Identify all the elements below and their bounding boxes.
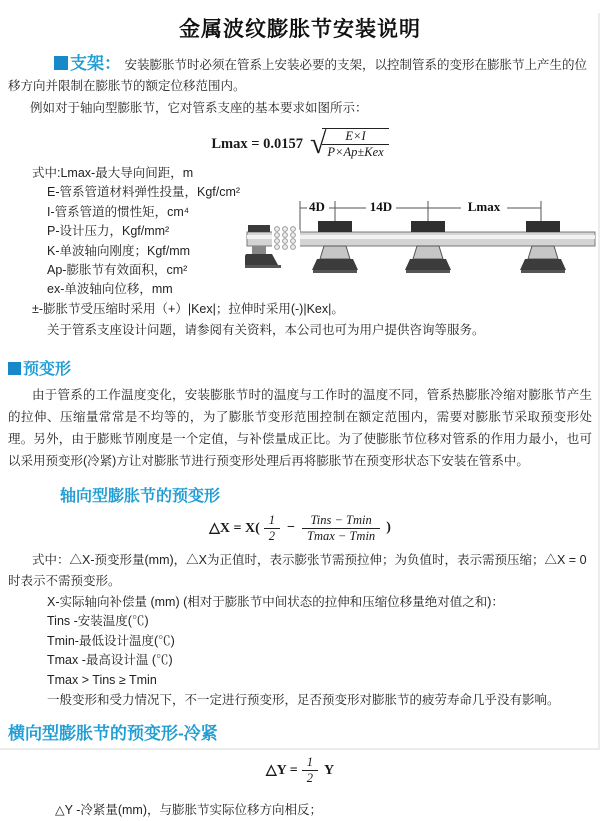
axial-subsection-heading: 轴向型膨胀节的预变形 xyxy=(60,487,221,505)
formula-post: Y xyxy=(323,762,335,778)
section-square-icon xyxy=(54,56,68,70)
temperature-fraction: $\frac{\text{Tins − Tmin}}{Tmax - Tmin}$ xyxy=(302,513,380,544)
page-title: 金属波纹膨胀节安装说明 xyxy=(179,18,421,41)
param-line: ±-膨胀节受压缩时采用（+）|Kex|；拉伸时采用(-)|Kex|。 xyxy=(32,301,344,316)
document-page xyxy=(0,13,600,818)
param-line: P-设计压力，Kgf/mm² xyxy=(47,224,170,239)
dim-label-lmax: Lmax xyxy=(467,199,501,214)
minus-operator: − xyxy=(287,520,296,536)
half-fraction: $\frac{1}{2}$ xyxy=(264,513,280,544)
guide-support-1 xyxy=(312,221,358,273)
list-item: 一般变形和受力情况下，不一定进行预变形，足否预变形对膨胀节的疲劳寿命几乎没有影响。 xyxy=(47,692,560,707)
params-and-diagram xyxy=(0,164,600,341)
param-line: ex-单波轴向位移，mm xyxy=(47,282,173,297)
formula-pre: △Y = xyxy=(265,763,298,779)
pipe-support-diagram xyxy=(245,192,597,288)
fraction-numerator: E×I xyxy=(322,129,388,145)
axial-formula xyxy=(0,513,600,544)
fraction-denominator: P×Ap±Kex xyxy=(327,145,384,159)
predeform-body-paragraph: 由于管系的工作温度变化，安装膨胀节时的温度与工作时的温度不同，管系热膨胀冷缩对膨胀节产生的拉伸、压缩量常常是不均等的，为了膨胀节变形范围控制在额定范围内，需要对膨胀节采取预变形处理。另外，由于膨账节刚度是一个定值，与补偿量成正比。为了使膨胀节位移对管系的作用力最小，也可以采用预变形(冷紧)方让对膨胀节进行预变形处理后再将膨胀节在预变形状态下安装在管系中。 xyxy=(8,387,592,468)
support-example-line: 例如对于轴向型膨胀节，它对管系支座的基本要求如图所示： xyxy=(30,101,368,115)
support-intro-paragraph xyxy=(8,53,592,97)
section-square-icon xyxy=(8,362,21,375)
list-item: X-实际轴向补偿量 (mm) (相对于膨胀节中间状态的拉伸和压缩位移量绝对值之和)： xyxy=(47,594,504,609)
bellows-coils xyxy=(272,227,300,250)
param-line: 式中:Lmax-最大导向间距，m xyxy=(32,166,194,180)
support-heading-label: 支架： xyxy=(70,54,121,73)
param-line: E-管系管道材料弹性投量，Kgf/cm² xyxy=(47,185,241,200)
support-note-line: 关于管系支座设计问题，请参阅有关资料，本公司也可为用户提供咨询等服务。 xyxy=(47,323,485,338)
predeform-section-heading xyxy=(8,356,592,379)
dim-label-14d: 14D xyxy=(369,199,393,214)
support-intro-text: 安装膨胀节时必须在管系上安装必要的支架，以控制管系的变形在膨胀节上产生的位移方向并限制在膨胀节的额定位移范围内。 xyxy=(8,58,587,93)
formula-post: ) xyxy=(386,520,391,536)
axial-desc-paragraph: 式中：△X-预变形量(mm)，△X为正值时，表示膨张节需预拉伸；为负值时，表示需预压缩；△X = 0时表示不需预变形。 xyxy=(8,552,587,588)
param-line: Ap-膨胀节有效面积，cm² xyxy=(47,263,188,278)
list-item: Tmax > Tins ≥ Tmin xyxy=(47,673,157,688)
predeform-heading-label: 预变形 xyxy=(23,360,72,378)
dim-label-4d: 4D xyxy=(309,199,325,214)
lateral-desc-line: △Y -冷紧量(mm)，与膨胀节实际位移方向相反； xyxy=(55,803,323,818)
list-item: Tmax -最高设计温 (℃) xyxy=(47,653,173,668)
formula-fraction xyxy=(322,128,388,160)
lateral-formula xyxy=(0,755,600,786)
sqrt-radical-icon: √ xyxy=(309,127,327,160)
list-item: Tins -安装温度(℃) xyxy=(47,614,149,629)
support-section-heading xyxy=(54,54,121,73)
param-line: I-管系管道的惯性矩，cm⁴ xyxy=(47,204,190,219)
half-fraction: $\frac{1}{2}$ xyxy=(302,755,318,786)
param-line: K-单波轴向刚度；Kgf/mm xyxy=(47,243,191,258)
axial-item-list xyxy=(0,593,600,711)
formula-pre: △X = X( xyxy=(209,520,260,536)
lateral-subsection-heading: 横向型膨胀节的预变形-冷紧 xyxy=(8,724,218,744)
guide-support-3 xyxy=(520,221,566,273)
guide-support-2 xyxy=(405,221,451,273)
lmax-formula xyxy=(0,128,600,160)
formula-lhs: Lmax = 0.0157 xyxy=(211,135,303,152)
list-item: Tmin-最低设计温度(℃) xyxy=(47,633,175,648)
